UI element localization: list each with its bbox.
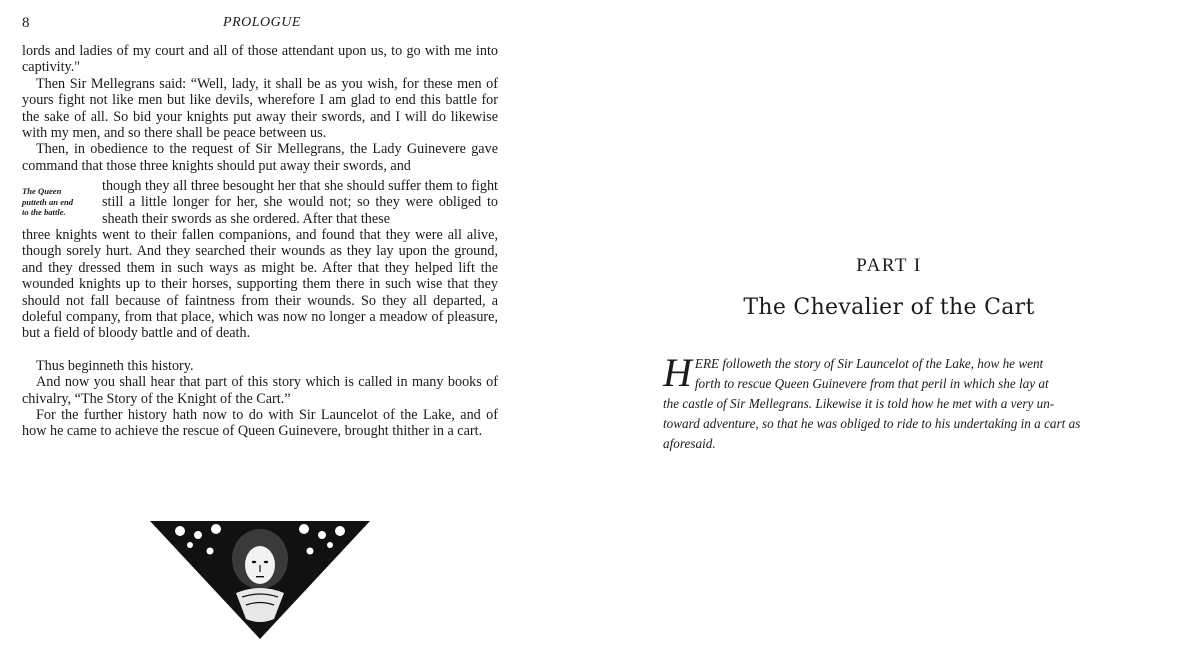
- margin-note-line: putteth an end: [22, 196, 74, 207]
- margin-note: [22, 186, 94, 218]
- summary-line: forth to rescue Queen Guinevere from that peril in which she lay at: [694, 376, 1049, 391]
- prologue-text-narrow: [102, 178, 498, 227]
- chapter-summary: [663, 350, 1141, 454]
- summary-line: aforesaid.: [663, 436, 716, 451]
- running-head: [22, 15, 502, 35]
- paragraph: For the further history hath now to do with Sir Launcelot of the Lake, and of how he came to achieve the rescue of Queen Guinevere, brought thither in a cart.: [22, 407, 498, 440]
- chapter-title: The Chevalier of the Cart: [743, 295, 1035, 320]
- summary-line: the castle of Sir Mellegrans. Likewise it is told how he met with a very un-: [663, 396, 1055, 411]
- paragraph: three knights went to their fallen companions, and found that they were all alive, though sorely hurt. And they searched their wounds as they lay upon the ground, and they dressed them in such ways as might be. After that they helped lift the wounded knights up to their horses, supporting them there in such wise that they should not fall because of faintness from their wounds. So they all departed, a doleful company, from that place, which was now no longer a meadow of pleasure, but a field of bloody battle and of death.: [22, 227, 498, 342]
- paragraph: though they all three besought her that she should suffer them to fight still a little longer for her, she would not; so they were obliged to sheath their swords as she ordered. After that these: [102, 178, 498, 227]
- paragraph: Then, in obedience to the request of Sir Mellegrans, the Lady Guinevere gave command that those three knights should put away their swords, and: [22, 141, 498, 174]
- paragraph: Then Sir Mellegrans said: “Well, lady, it shall be as you wish, for these men of yours fight not like men but like devils, wherefore I am glad to end this battle for the sake of all. So bid your knights put away their swords, and I will do likewise with my men, and so there shall be peace between us.: [22, 75, 498, 142]
- part-heading: PART I: [856, 255, 922, 276]
- prologue-text-bottom: [22, 227, 498, 440]
- paragraph: Thus beginneth this history.: [36, 357, 194, 374]
- drop-cap: H: [663, 350, 692, 395]
- prologue-text-top: [22, 43, 498, 174]
- ornament-tailpiece: [150, 521, 370, 639]
- page-number: 8: [22, 15, 30, 31]
- summary-line: toward adventure, so that he was obliged to ride to his undertaking in a cart as: [663, 416, 1081, 431]
- margin-note-line: to the battle.: [22, 207, 66, 218]
- paragraph: And now you shall hear that part of this story which is called in many books of chivalry, “The Story of the Knight of the Cart.”: [22, 374, 498, 407]
- margin-note-line: The Queen: [22, 186, 62, 196]
- summary-line: ERE followeth the story of Sir Launcelot of the Lake, how he went: [694, 356, 1044, 371]
- running-title: PROLOGUE: [223, 15, 301, 30]
- right-page: [600, 0, 1178, 660]
- paragraph: lords and ladies of my court and all of those attendant upon us, to go with me into captivity.": [22, 43, 498, 76]
